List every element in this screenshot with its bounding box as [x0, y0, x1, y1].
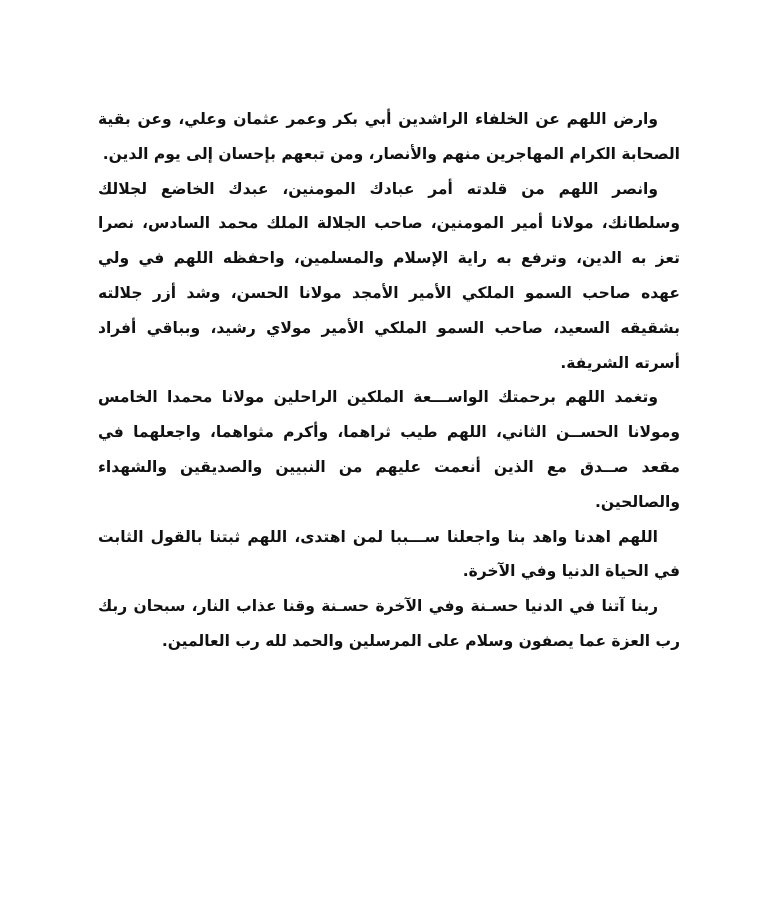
paragraph-closing-supplication: ربنا آتنا في الدنيا حسـنة وفي الآخرة حسـنة وقنا عذاب النار، سبحان ربك رب العزة عما يصفون وسلام على المرسلين والحمد لله رب العالمين.: [98, 597, 680, 650]
paragraph-guidance: اللهم اهدنا واهد بنا واجعلنا ســـببا لمن اهتدى، اللهم ثبتنا بالقول الثابت في الحياة الدنيا وفي الآخرة.: [98, 527, 680, 581]
paragraph-mercy-late-kings: وتغمد اللهم برحمتك الواســـعة الملكين الراحلين مولانا محمدا الخامس ومولانا الحســن الثاني، اللهم طيب ثراهما، وأكرم مثواهما، واجعلهما في مقعد صــدق مع الذين أنعمت عليهم من النبيين والصديقين والشهداء والصالحين.: [98, 388, 680, 511]
paragraph-praise-caliphs: وارض اللهم عن الخلفاء الراشدين أبي بكر وعمر عثمان وعلي، وعن بقية الصحابة الكرام المهاجرين منهم والأنصار، ومن تبعهم بإحسان إلى يوم الدين.: [98, 110, 680, 163]
document-page: [98, 102, 680, 659]
paragraph-prayer-for-king: وانصر اللهم من قلدته أمر عبادك المومنين، عبدك الخاضع لجلالك وسلطانك، مولانا أمير المومنين، صاحب الجلالة الملك محمد السادس، نصرا تعز به الدين، وترفع به راية الإسلام والمسلمين، واحفظه اللهم في ولي عهده صاحب السمو الملكي الأمير الأمجد مولانا الحسن، وشد أزر جلالته بشقيقه السعيد، صاحب السمو الملكي الأمير مولاي رشيد، وبباقي أفراد أسرته الشريفة.: [98, 179, 680, 372]
